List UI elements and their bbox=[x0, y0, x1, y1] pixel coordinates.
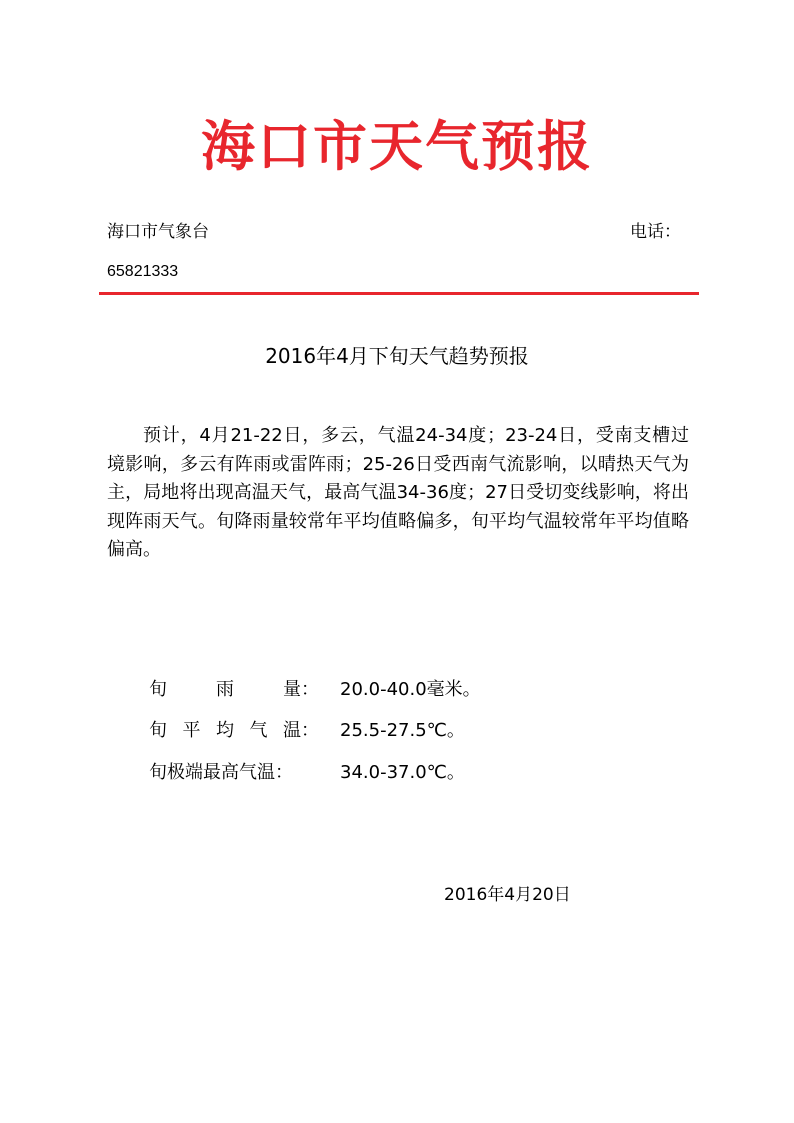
stat-label-char: 雨 bbox=[216, 679, 234, 700]
phone-number: 65821333 bbox=[107, 263, 179, 280]
header-divider-rule bbox=[99, 292, 699, 295]
document-title: 2016年4月下旬天气趋势预报 bbox=[265, 344, 529, 368]
stat-value-avg-temp: 25.5-27.5℃。 bbox=[340, 720, 465, 741]
stat-label-char: 均 bbox=[216, 720, 234, 741]
stat-label-char: 温： bbox=[283, 720, 319, 741]
forecast-body: 预计，4月21-22日，多云，气温24-34度；23-24日，受南支槽过境影响，多云有阵雨或雷阵雨；25-26日受西南气流影响，以晴热天气为主，局地将出现高温天气，最高气温34-36度；27日受切变线影响，将出现阵雨天气。旬降雨量较常年平均值略偏多，旬平均气温较常年平均值略偏高。 bbox=[107, 425, 689, 560]
stat-label-char: 量： bbox=[283, 679, 319, 700]
stat-label-char: 平 bbox=[182, 720, 201, 741]
stat-label-max-temp: 旬极端最高气温： bbox=[149, 762, 293, 783]
issue-date: 2016年4月20日 bbox=[444, 885, 571, 905]
stat-label-char: 旬 bbox=[149, 720, 167, 741]
issuer-name: 海口市气象台 bbox=[107, 222, 209, 242]
stat-value-max-temp: 34.0-37.0℃。 bbox=[340, 762, 465, 783]
stat-label-rainfall bbox=[149, 676, 319, 704]
phone-label: 电话： bbox=[630, 222, 681, 242]
stat-label-char: 旬 bbox=[149, 679, 167, 700]
masthead-title: 海口市天气预报 bbox=[201, 115, 593, 178]
stat-value-rainfall: 20.0-40.0毫米。 bbox=[340, 679, 481, 700]
stat-label-avg-temp bbox=[149, 717, 319, 745]
stat-label-char: 气 bbox=[249, 720, 268, 741]
